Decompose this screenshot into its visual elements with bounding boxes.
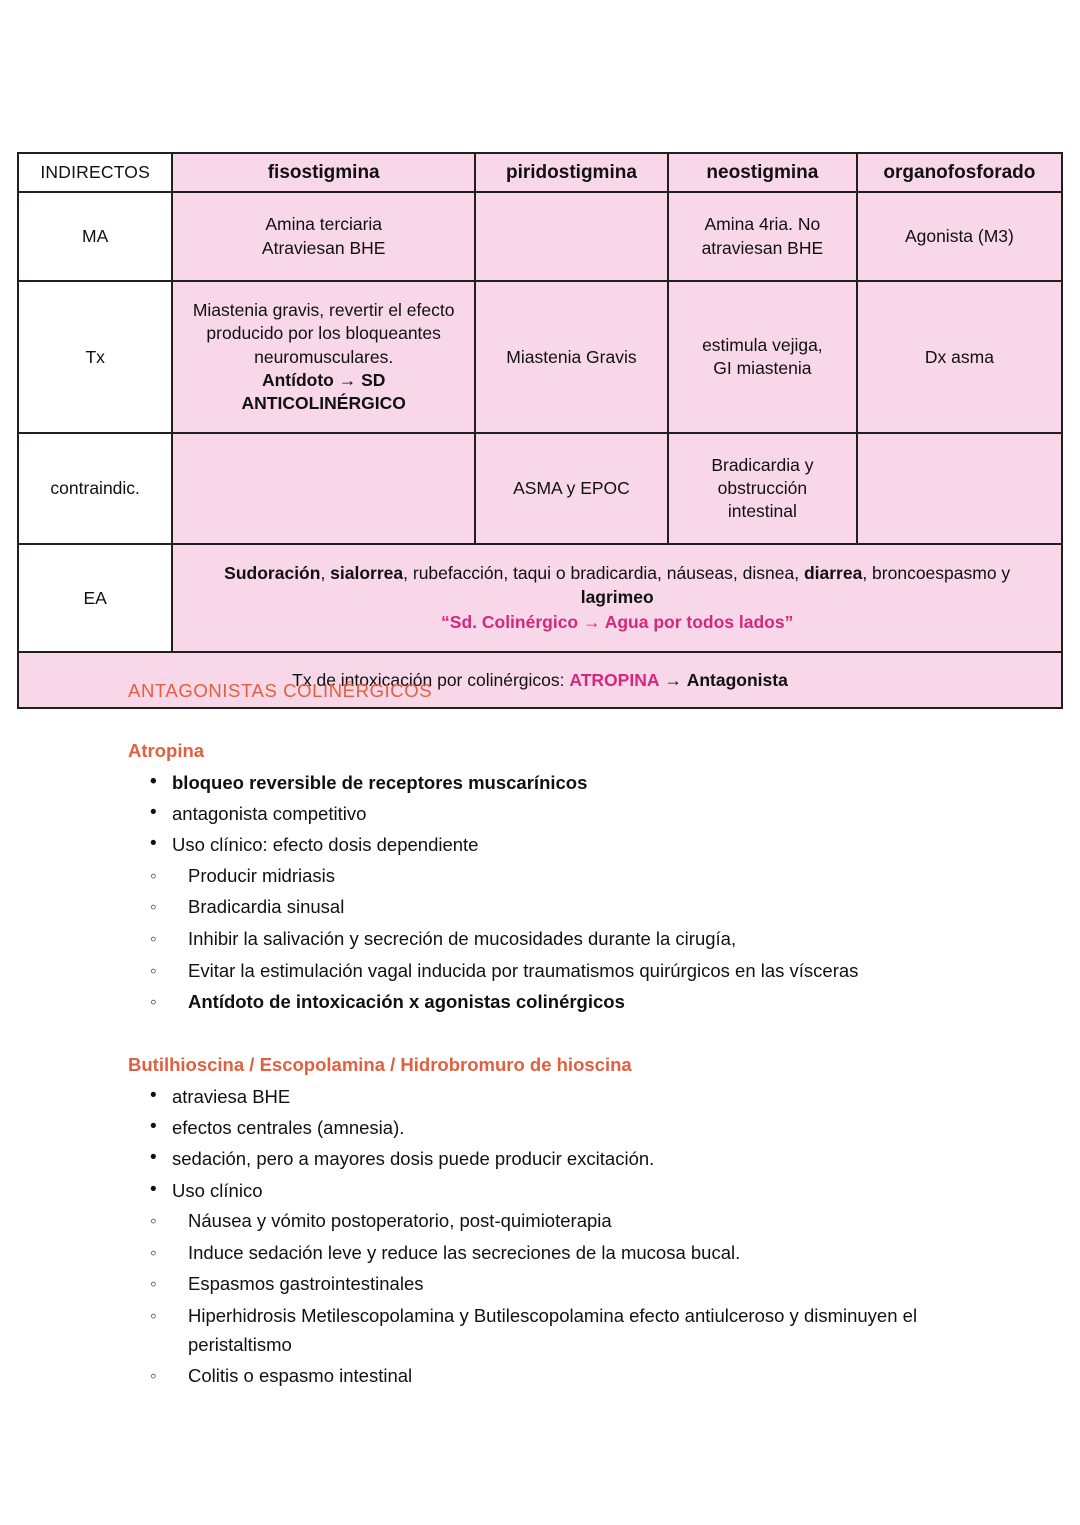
- cell-tx-neostigmina: [668, 281, 857, 433]
- table-corner-label: INDIRECTOS: [18, 153, 172, 192]
- list-item: • Uso clínico: [128, 1176, 1008, 1205]
- column-header-organofosforado: organofosforado: [857, 153, 1062, 192]
- cell-ma-piridostigmina: [475, 192, 668, 281]
- row-label-ea: EA: [18, 544, 172, 652]
- ea-term-emphasis: lagrimeo: [580, 586, 654, 607]
- list-item: • atraviesa BHE: [128, 1082, 1008, 1111]
- atropina-sub-bullet-list: [128, 862, 1008, 1017]
- cell-ci-fisostigmina: [172, 433, 475, 544]
- list-item: ◦ Antídoto de intoxicación x agonistas colinérgicos: [128, 988, 1008, 1017]
- ea-term-emphasis: sialorrea: [330, 563, 404, 584]
- footer-suffix: Antagonista: [686, 669, 788, 690]
- list-item: • Uso clínico: efecto dosis dependiente: [128, 830, 1008, 859]
- cell-text: Amina terciaria Atraviesan BHE: [261, 214, 386, 258]
- atropina-bullet-list: [128, 768, 1008, 860]
- ea-mnemonic-quote: “Sd. Colinérgico → Agua por todos lados”: [441, 611, 794, 632]
- cell-ci-organofosforado: [857, 433, 1062, 544]
- cell-text: estimula vejiga, GI miastenia: [702, 334, 823, 379]
- list-item: • efectos centrales (amnesia).: [128, 1113, 1008, 1142]
- list-item: ◦ Induce sedación leve y reduce las secreciones de la mucosa bucal.: [128, 1239, 1008, 1268]
- cell-tx-piridostigmina: [475, 281, 668, 433]
- ea-term: , rubefacción, taqui o bradicardia, náuseas, disnea,: [403, 563, 804, 584]
- table-row-tx: [18, 281, 1062, 433]
- cell-ma-fisostigmina: [172, 192, 475, 281]
- list-item: ◦ Colitis o espasmo intestinal: [128, 1362, 1008, 1391]
- indirect-cholinergics-table-wrapper: [17, 152, 1063, 709]
- cell-text: Bradicardia y obstrucción intestinal: [711, 454, 814, 522]
- ea-term-emphasis: Sudoración: [224, 563, 321, 584]
- table-row-contraindic: [18, 433, 1062, 544]
- row-label-contraindic: contraindic.: [18, 433, 172, 544]
- cell-ma-organofosforado: [857, 192, 1062, 281]
- cell-text-emphasis: Antídoto → SD ANTICOLINÉRGICO: [241, 369, 406, 413]
- cell-text: Dx asma: [924, 346, 994, 367]
- column-header-piridostigmina: piridostigmina: [475, 153, 668, 192]
- cell-text: Miastenia gravis, revertir el efecto producido por los bloqueantes neuromusculares.: [192, 300, 455, 367]
- subsection-title-atropina: Atropina: [128, 740, 205, 761]
- table-row-ma: [18, 192, 1062, 281]
- cell-text: ASMA y EPOC: [513, 478, 630, 499]
- column-header-fisostigmina: fisostigmina: [172, 153, 475, 192]
- cell-text: Miastenia Gravis: [506, 346, 637, 367]
- ea-term: , broncoespasmo y: [862, 563, 1011, 584]
- cell-text: Agonista (M3): [904, 226, 1014, 247]
- footer-highlight-atropina: ATROPINA: [569, 669, 660, 690]
- table-row-ea: [18, 544, 1062, 652]
- list-item: ◦ Producir midriasis: [128, 862, 1008, 891]
- list-item: ◦ Hiperhidrosis Metilescopolamina y Butilescopolamina efecto antiulceroso y disminuyen el peristaltismo: [128, 1302, 1008, 1359]
- row-label-ma: MA: [18, 192, 172, 281]
- list-item: ◦ Bradicardia sinusal: [128, 893, 1008, 922]
- footer-prefix: Tx de intoxicación por colinérgicos:: [292, 669, 570, 690]
- butilhioscina-sub-bullet-list: [128, 1207, 1008, 1391]
- cell-ci-neostigmina: [668, 433, 857, 544]
- butilhioscina-bullet-list: [128, 1082, 1008, 1205]
- cell-tx-organofosforado: [857, 281, 1062, 433]
- row-label-tx: Tx: [18, 281, 172, 433]
- ea-term: ,: [320, 563, 331, 584]
- section-spacer: [128, 1020, 1008, 1054]
- list-item: ◦ Inhibir la salivación y secreción de mucosidades durante la cirugía,: [128, 925, 1008, 954]
- ea-term-emphasis: diarrea: [803, 563, 863, 584]
- column-header-neostigmina: neostigmina: [668, 153, 857, 192]
- cell-tx-fisostigmina: [172, 281, 475, 433]
- list-item: ◦ Evitar la estimulación vagal inducida por traumatismos quirúrgicos en las vísceras: [128, 957, 1008, 986]
- list-item: • antagonista competitivo: [128, 799, 1008, 828]
- subsection-title-butilhioscina: Butilhioscina / Escopolamina / Hidrobromuro de hioscina: [128, 1054, 632, 1076]
- notes-content: [128, 680, 1008, 1394]
- list-item: • bloqueo reversible de receptores muscarínicos: [128, 768, 1008, 797]
- indirect-cholinergics-table: [17, 152, 1063, 709]
- list-item: ◦ Náusea y vómito postoperatorio, post-quimioterapia: [128, 1207, 1008, 1236]
- cell-ma-neostigmina: [668, 192, 857, 281]
- list-item: • sedación, pero a mayores dosis puede producir excitación.: [128, 1144, 1008, 1173]
- section-title-antagonistas: ANTAGONISTAS COLINÉRGICOS: [128, 680, 433, 701]
- cell-text: Amina 4ria. No atraviesan BHE: [701, 214, 824, 258]
- cell-ci-piridostigmina: [475, 433, 668, 544]
- footer-arrow: →: [659, 669, 687, 690]
- cell-ea-adverse-effects: [172, 544, 1062, 652]
- table-header-row: [18, 153, 1062, 192]
- ea-effects-text: [224, 563, 1010, 606]
- list-item: ◦ Espasmos gastrointestinales: [128, 1270, 1008, 1299]
